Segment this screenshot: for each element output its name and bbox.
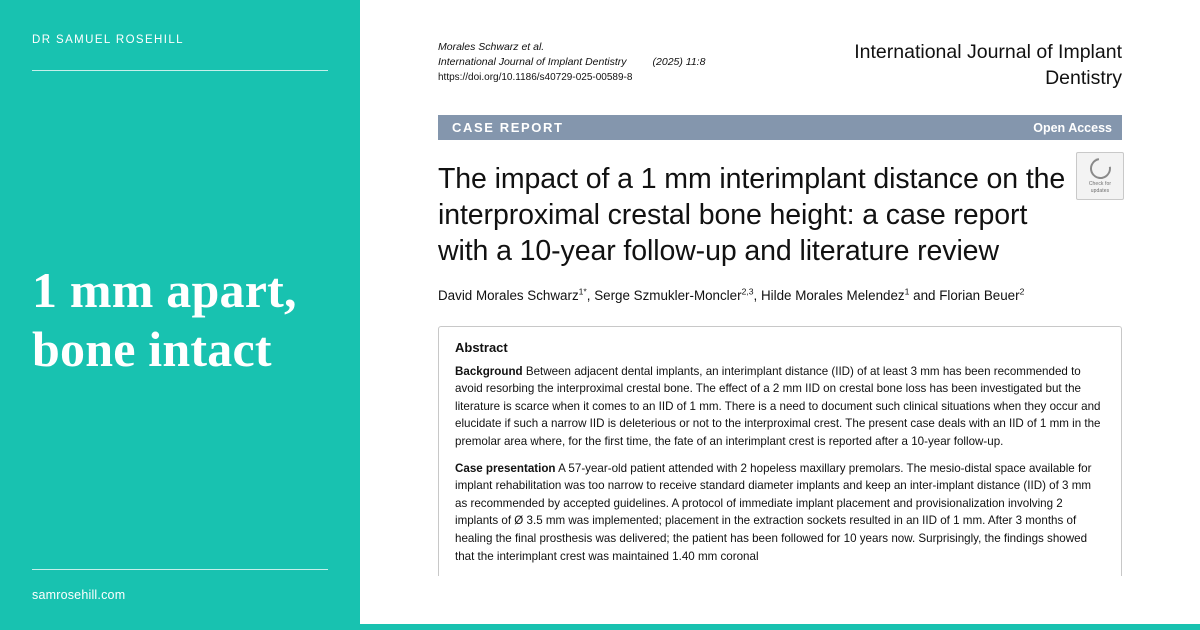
headline: 1 mm apart, bone intact <box>32 261 297 377</box>
running-head-volume: (2025) 11:8 <box>652 56 706 69</box>
accent-strip <box>360 624 1200 630</box>
abstract-box <box>438 326 1122 576</box>
paper-masthead <box>438 40 1122 91</box>
paper-title: The impact of a 1 mm interimplant distance on the interproximal crestal bone height: a case report with a 10-year follow-up and literature review <box>438 163 1066 267</box>
check-updates-line2: updates <box>1090 187 1110 194</box>
abstract-section-text: Between adjacent dental implants, an interimplant distance (IID) of at least 3 mm has been recommended to avoid resorbing the interproximal crestal bone. The effect of a 2 mm IID on crestal bone loss has been investigated but the literature is scarce when it comes to an IID of 1 mm. There is a need to document such clinical situations when they occur and elucidate if such a narrow IID is deleterious or not to the interproximal crest. The present case deals with an IID of 1 mm in the premolar area where, for the first time, the fate of an interimplant crest is reported after a 10-year follow-up. <box>455 364 1101 449</box>
abstract-section <box>455 363 1105 451</box>
paper-preview <box>360 0 1200 630</box>
paper-authors <box>438 285 1122 305</box>
divider-bottom <box>32 569 328 570</box>
article-type-ribbon <box>438 115 1122 140</box>
doi-link[interactable]: https://doi.org/10.1186/s40729-025-00589-8 <box>438 72 633 84</box>
brand-panel <box>0 0 360 630</box>
abstract-section <box>455 460 1105 566</box>
headline-wrapper <box>32 71 328 569</box>
abstract-fade <box>439 566 1121 576</box>
abstract-section-label: Background <box>455 364 523 378</box>
article-type-label: CASE REPORT <box>452 120 564 136</box>
open-access-label: Open Access <box>1033 120 1112 135</box>
running-head-journal: International Journal of Implant Dentistry <box>438 56 627 69</box>
author-byline: DR SAMUEL ROSEHILL <box>32 34 184 46</box>
check-updates-line1: Check for <box>1088 181 1112 188</box>
running-head-authors-text: Morales Schwarz et al. <box>438 41 545 53</box>
journal-title: International Journal of Implant Dentistry <box>854 41 1122 89</box>
running-head-journal-line <box>438 55 705 70</box>
authors-list: David Morales Schwarz$^{1*}$, Serge Szmukler-Moncler$^{2,3}$, Hilde Morales Melendez$^1$ and Florian Beuer$^2$ <box>438 286 1025 303</box>
abstract-section-label: Case presentation <box>455 461 556 475</box>
refresh-ring-icon <box>1085 154 1114 183</box>
running-head <box>438 40 705 86</box>
check-for-updates-icon[interactable] <box>1076 152 1124 200</box>
site-url: samrosehill.com <box>32 588 126 602</box>
paper-page <box>360 0 1200 630</box>
running-head-authors <box>438 40 705 55</box>
abstract-section-text: A 57-year-old patient attended with 2 hopeless maxillary premolars. The mesio-distal space available for implant rehabilitation was too narrow to receive standard diameter implants and keep an inter-implant distance (IID) of 3 mm as recommended by accepted guidelines. A protocol of immediate implant placement and provisionalization involving 2 implants of Ø 3.5 mm was implemented; placement in the extraction sockets resulted in an IID of 1 mm. After 3 months of healing the final prosthesis was delivered; the patient has been followed for 10 years now. Surprisingly, the findings showed that the interimplant crest was maintained 1.40 mm coronal <box>455 461 1092 563</box>
abstract-heading: Abstract <box>455 339 508 355</box>
